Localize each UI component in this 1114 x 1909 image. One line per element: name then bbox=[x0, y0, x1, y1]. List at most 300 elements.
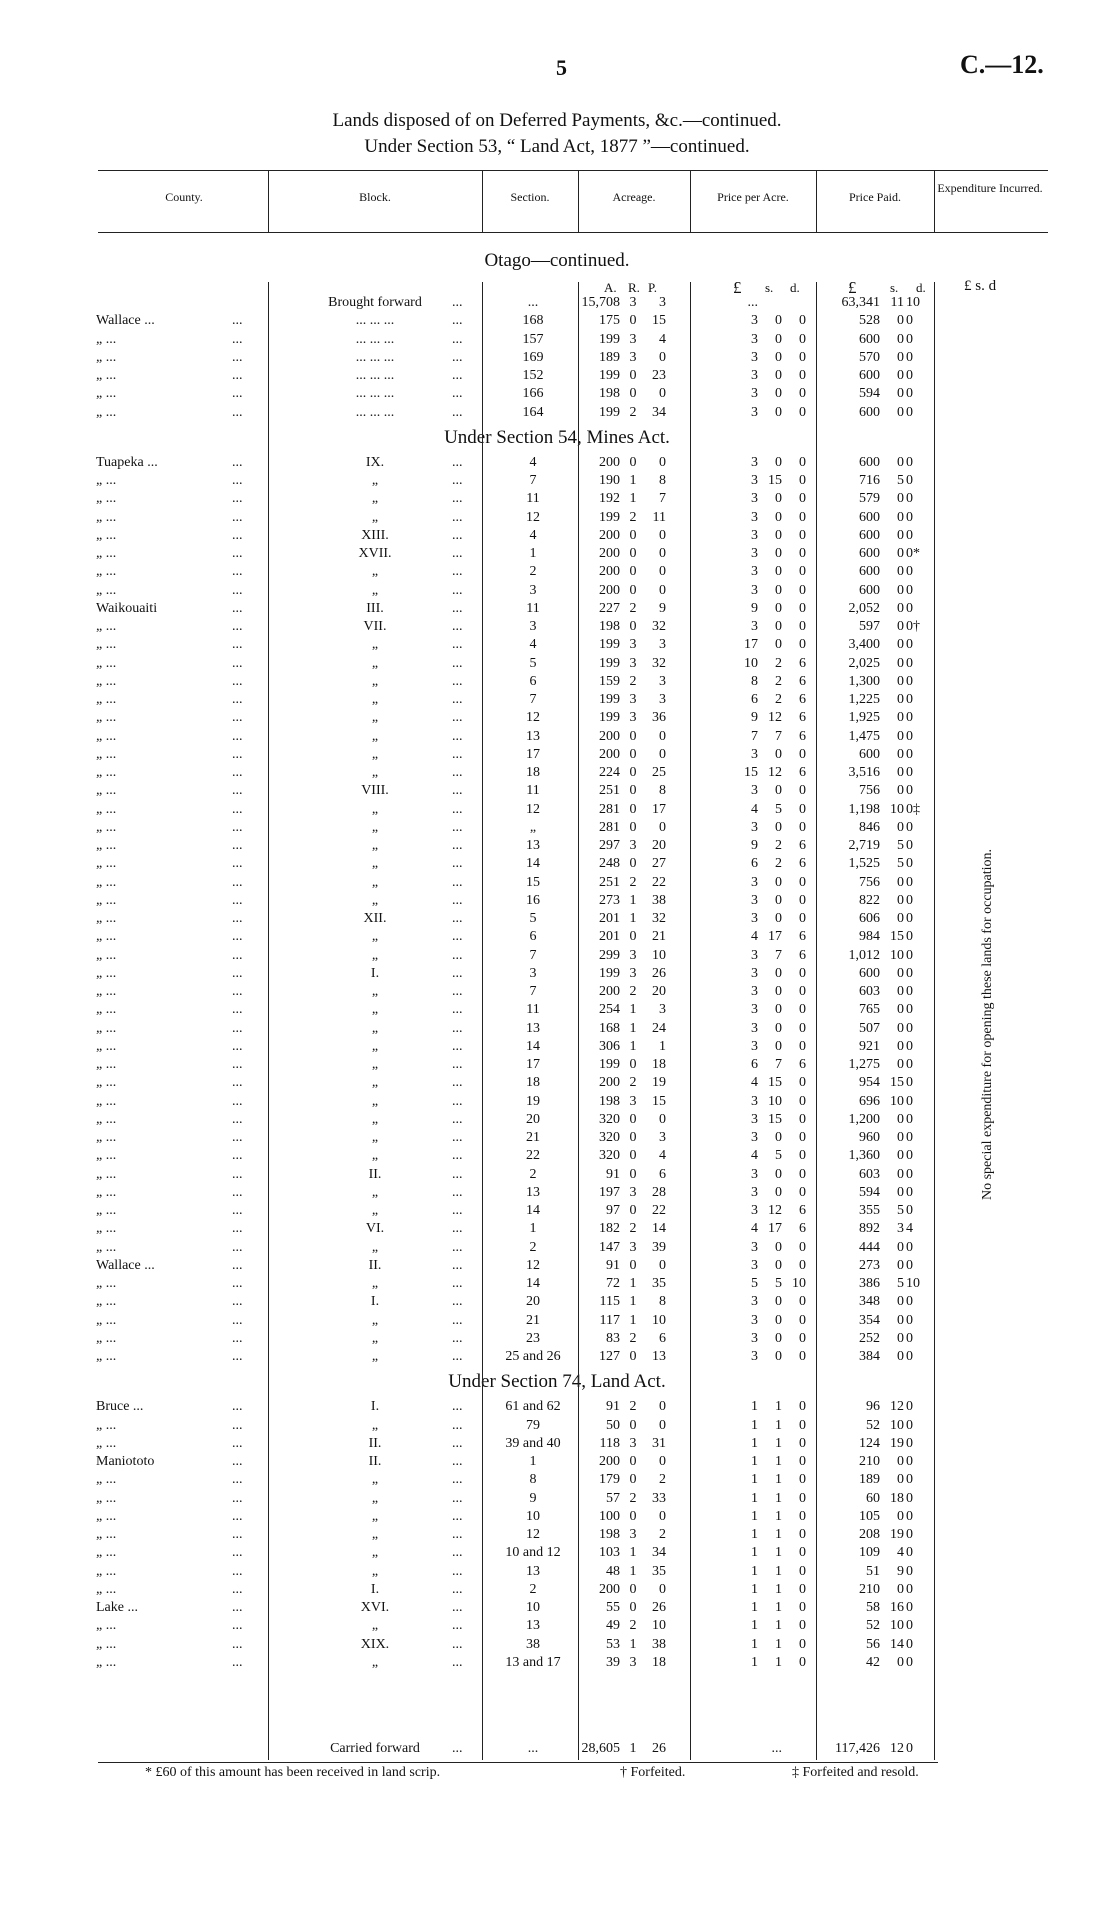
header-block: Block. bbox=[359, 190, 391, 204]
paid-pence-cell: 0 bbox=[906, 331, 913, 347]
acres-cell: 197 bbox=[599, 1184, 620, 1200]
price-shillings-cell: 2 bbox=[775, 673, 782, 689]
county-cell: „ ... bbox=[96, 1312, 117, 1328]
leader-dots: ... bbox=[452, 819, 463, 835]
paid-shillings-cell: 5 bbox=[897, 838, 904, 853]
acres-cell: 200 bbox=[599, 1075, 620, 1091]
leader-dots: ... bbox=[232, 1257, 243, 1273]
paid-shillings-cell: 0 bbox=[897, 564, 904, 580]
block-cell: VI. bbox=[365, 1221, 385, 1237]
price-pence-cell: 0 bbox=[799, 1545, 806, 1561]
price-pounds-cell: 3 bbox=[751, 619, 758, 634]
paid-pence-cell: 0 bbox=[906, 404, 913, 420]
unit-paid-shillings: s. bbox=[890, 280, 899, 295]
paid-shillings-cell: 0 bbox=[897, 710, 904, 726]
leader-dots: ... bbox=[452, 1075, 463, 1091]
column-rule bbox=[268, 170, 269, 232]
roods-cell: 3 bbox=[629, 1239, 637, 1255]
price-pence-cell: 0 bbox=[799, 1600, 806, 1615]
price-shillings-cell: 12 bbox=[768, 1203, 782, 1218]
paid-shillings-cell: 0 bbox=[897, 1472, 904, 1488]
block-cell: „ bbox=[371, 801, 379, 817]
paid-shillings-cell: 0 bbox=[897, 1349, 904, 1364]
county-cell: „ ... bbox=[96, 491, 117, 507]
paid-shillings-cell: 0 bbox=[897, 454, 904, 470]
leader-dots: ... bbox=[452, 1002, 463, 1018]
leader-dots: ... bbox=[232, 637, 243, 653]
leader-dots: ... bbox=[232, 1020, 243, 1036]
price-pence-cell: 0 bbox=[799, 1654, 806, 1670]
leader-dots: ... bbox=[232, 386, 243, 402]
paid-pence-cell: 0 bbox=[906, 349, 913, 365]
county-cell: „ ... bbox=[96, 509, 117, 525]
paid-pounds-cell: 1,225 bbox=[848, 692, 880, 707]
section-cell: 10 bbox=[526, 1600, 540, 1615]
section-cell: 152 bbox=[522, 368, 544, 383]
paid-shillings-cell: 3 bbox=[897, 1221, 904, 1237]
acres-cell: 182 bbox=[599, 1221, 620, 1237]
roods-cell: 3 bbox=[629, 655, 637, 671]
price-shillings-cell: 7 bbox=[775, 1057, 782, 1072]
header-section: Section. bbox=[510, 190, 550, 204]
section-cell: 13 bbox=[526, 1618, 540, 1634]
leader-dots: ... bbox=[232, 546, 243, 561]
leader-dots: ... bbox=[452, 1654, 463, 1670]
price-pounds-cell: 3 bbox=[751, 1349, 758, 1364]
acres-cell: 254 bbox=[599, 1002, 620, 1018]
section-cell: 11 bbox=[526, 1002, 540, 1018]
county-cell: „ ... bbox=[96, 1276, 117, 1291]
paid-pence-cell: 0 bbox=[906, 1166, 913, 1182]
price-pence-cell: 0 bbox=[799, 1312, 806, 1328]
section-cell: 61 and 62 bbox=[505, 1399, 561, 1415]
column-rule bbox=[578, 282, 579, 1760]
paid-shillings-cell: 0 bbox=[897, 1130, 904, 1145]
county-cell: „ ... bbox=[96, 582, 117, 598]
paid-pounds-cell: 109 bbox=[859, 1545, 880, 1561]
price-pounds-cell: 3 bbox=[751, 965, 758, 981]
county-cell: „ ... bbox=[96, 1203, 117, 1218]
roods-cell: 0 bbox=[629, 1111, 637, 1127]
column-rule bbox=[482, 282, 483, 1760]
county-cell: „ ... bbox=[96, 473, 117, 488]
group-heading: Under Section 74, Land Act. bbox=[448, 1371, 666, 1393]
block-cell: „ bbox=[371, 929, 379, 945]
table-row bbox=[0, 601, 1114, 619]
section-cell: 13 bbox=[526, 838, 540, 853]
paid-pence-cell: 0 bbox=[906, 509, 913, 525]
county-cell: „ ... bbox=[96, 1527, 117, 1542]
price-shillings-cell: 1 bbox=[775, 1417, 782, 1433]
paid-pounds-cell: 600 bbox=[859, 368, 880, 383]
block-cell: I. bbox=[370, 1581, 380, 1597]
table-row bbox=[0, 1094, 1114, 1112]
county-cell: Wallace ... bbox=[96, 313, 155, 329]
roods-cell: 3 bbox=[629, 1184, 637, 1200]
paid-pence-cell: 0 bbox=[906, 673, 913, 689]
paid-shillings-cell: 0 bbox=[897, 874, 904, 890]
acres-cell: 199 bbox=[599, 509, 620, 525]
paid-pence-cell: 0 bbox=[906, 1349, 913, 1364]
price-pence-cell: 6 bbox=[799, 1221, 806, 1237]
price-pence-cell: 6 bbox=[799, 947, 806, 963]
leader-dots: ... bbox=[232, 801, 243, 817]
paid-pounds-cell: 51 bbox=[866, 1563, 880, 1579]
paid-pence-cell: 0 bbox=[906, 1093, 913, 1109]
paid-pence-cell: 0 bbox=[906, 765, 913, 780]
paid-pounds-cell: 208 bbox=[859, 1527, 880, 1542]
price-pounds-cell: 3 bbox=[751, 746, 758, 762]
leader-dots: ... bbox=[452, 619, 463, 634]
header-price-paid: Price Paid. bbox=[849, 190, 901, 204]
price-shillings-cell: 0 bbox=[775, 582, 782, 598]
price-pence-cell: 0 bbox=[799, 1257, 806, 1273]
page-subtitle: Under Section 53, “ Land Act, 1877 ”—continued. bbox=[364, 136, 750, 157]
perches-cell: 19 bbox=[652, 1075, 666, 1091]
price-shillings-cell: 5 bbox=[775, 801, 782, 817]
price-pounds-cell: 3 bbox=[751, 509, 758, 525]
price-pounds-cell: 7 bbox=[751, 728, 758, 744]
price-pounds-cell: 3 bbox=[751, 1093, 758, 1109]
price-pence-cell: 0 bbox=[799, 1636, 806, 1652]
leader-dots: ... bbox=[232, 368, 243, 383]
table-row bbox=[0, 1203, 1114, 1221]
price-shillings-cell: 1 bbox=[775, 1600, 782, 1615]
price-shillings-cell: 1 bbox=[775, 1435, 782, 1451]
perches-cell: 35 bbox=[652, 1563, 666, 1579]
leader-dots: ... bbox=[232, 1581, 243, 1597]
table-row bbox=[0, 1655, 1114, 1673]
paid-pence-cell: 0 bbox=[906, 1294, 913, 1310]
leader-dots: ... bbox=[232, 1545, 243, 1561]
county-cell: „ ... bbox=[96, 1472, 117, 1488]
price-shillings-cell: 12 bbox=[768, 710, 782, 726]
roods-cell: 2 bbox=[629, 404, 637, 420]
leader-dots: ... bbox=[452, 965, 463, 981]
leader-dots: ... bbox=[232, 1330, 243, 1346]
price-pence-cell: 0 bbox=[799, 473, 806, 488]
leader-dots: ... bbox=[232, 1454, 243, 1469]
acres-cell: 115 bbox=[599, 1294, 620, 1310]
block-cell: „ bbox=[371, 1417, 379, 1433]
price-pounds-cell: 3 bbox=[751, 1020, 758, 1036]
table-row bbox=[0, 1185, 1114, 1203]
paid-pounds-cell: 600 bbox=[859, 582, 880, 598]
roods-cell: 0 bbox=[629, 1166, 637, 1182]
paid-pence-cell: 0 bbox=[906, 965, 913, 981]
paid-pence-cell: 0 bbox=[906, 838, 913, 853]
table-row bbox=[0, 455, 1114, 473]
perches-cell: 2 bbox=[659, 1527, 666, 1542]
acres-cell: 199 bbox=[599, 965, 620, 981]
perches-cell: 0 bbox=[659, 527, 666, 543]
paid-pence-cell: 0 bbox=[906, 313, 913, 329]
section-cell: 17 bbox=[526, 746, 540, 762]
paid-pence-cell: 0 bbox=[906, 856, 913, 872]
price-pounds-cell: 6 bbox=[751, 856, 758, 872]
unit-pence: d. bbox=[790, 280, 800, 295]
acres-cell: 200 bbox=[599, 527, 620, 543]
price-shillings-cell: 5 bbox=[775, 1148, 782, 1164]
price-pence-cell: 0 bbox=[799, 1618, 806, 1634]
paid-pounds-cell: 96 bbox=[866, 1399, 880, 1415]
paid-shillings-cell: 11 bbox=[890, 295, 904, 310]
section-cell: 5 bbox=[529, 655, 537, 671]
leader-dots: ... bbox=[452, 856, 463, 872]
price-pounds-cell: 3 bbox=[751, 527, 758, 543]
roods-cell: 3 bbox=[629, 710, 637, 726]
group-heading: Under Section 54, Mines Act. bbox=[444, 426, 670, 448]
block-cell: „ bbox=[371, 692, 379, 707]
table-row bbox=[0, 838, 1114, 856]
acres-cell: 50 bbox=[606, 1417, 620, 1433]
roods-cell: 3 bbox=[629, 1654, 637, 1670]
section-cell: 7 bbox=[529, 947, 537, 963]
price-pence-cell: 0 bbox=[799, 619, 806, 634]
carried-forward-pence: 0 bbox=[906, 1741, 913, 1756]
leader-dots: ... bbox=[452, 1636, 463, 1652]
acres-cell: 297 bbox=[599, 838, 620, 853]
leader-dots: ... bbox=[452, 1490, 463, 1506]
table-row bbox=[0, 747, 1114, 765]
roods-cell: 1 bbox=[629, 1276, 637, 1291]
paid-pounds-cell: 597 bbox=[859, 619, 880, 634]
table-row bbox=[0, 875, 1114, 893]
price-pounds-cell: 1 bbox=[751, 1654, 758, 1670]
price-shillings-cell: 0 bbox=[775, 368, 782, 383]
leader-dots: ... bbox=[232, 1417, 243, 1433]
leader-dots: ... bbox=[452, 386, 463, 402]
leader-dots: ... bbox=[232, 856, 243, 872]
paid-pence-cell: 0 bbox=[906, 929, 913, 945]
roods-cell: 2 bbox=[629, 600, 637, 616]
carried-forward-dots: ... bbox=[452, 1741, 463, 1756]
leader-dots: ... bbox=[232, 692, 243, 707]
price-pounds-cell: 4 bbox=[751, 1075, 758, 1091]
block-cell: „ bbox=[371, 473, 379, 488]
price-shillings-cell: 0 bbox=[775, 454, 782, 470]
leader-dots: ... bbox=[452, 527, 463, 543]
table-row bbox=[0, 637, 1114, 655]
county-cell: „ ... bbox=[96, 1184, 117, 1200]
leader-dots: ... bbox=[232, 673, 243, 689]
county-cell: „ ... bbox=[96, 746, 117, 762]
paid-pence-cell: 0 bbox=[906, 1545, 913, 1561]
table-row bbox=[0, 1258, 1114, 1276]
section-cell: 8 bbox=[529, 1472, 537, 1488]
leader-dots: ... bbox=[452, 838, 463, 853]
unit-perches: P. bbox=[648, 280, 658, 295]
carried-forward-row bbox=[0, 1741, 1114, 1759]
block-cell: „ bbox=[371, 1508, 379, 1524]
perches-cell: 3 bbox=[659, 1130, 666, 1145]
paid-pounds-cell: 2,719 bbox=[848, 838, 880, 853]
price-shillings-cell: 1 bbox=[775, 1399, 782, 1415]
block-cell: XIII. bbox=[361, 527, 389, 543]
paid-pence-cell: 0‡ bbox=[906, 801, 920, 817]
price-pence-cell: 0 bbox=[799, 564, 806, 580]
paid-pence-cell: 0† bbox=[906, 619, 920, 634]
perches-cell: 10 bbox=[652, 947, 666, 963]
paid-shillings-cell: 0 bbox=[897, 1312, 904, 1328]
leader-dots: ... bbox=[232, 1472, 243, 1488]
paid-pence-cell: 0 bbox=[906, 491, 913, 507]
perches-cell: 3 bbox=[659, 673, 666, 689]
county-cell: „ ... bbox=[96, 1349, 117, 1364]
leader-dots: ... bbox=[452, 710, 463, 726]
unit-shillings: s. bbox=[765, 280, 774, 295]
paid-shillings-cell: 0 bbox=[897, 527, 904, 543]
leader-dots: ... bbox=[452, 331, 463, 347]
acres-cell: 72 bbox=[606, 1276, 620, 1291]
county-cell: „ ... bbox=[96, 349, 117, 365]
roods-cell: 2 bbox=[629, 1490, 637, 1506]
leader-dots: ... bbox=[232, 1038, 243, 1054]
carried-forward-shillings: 12 bbox=[890, 1741, 904, 1756]
leader-dots: ... bbox=[452, 1294, 463, 1310]
leader-dots: ... bbox=[232, 1563, 243, 1579]
acres-cell: 48 bbox=[606, 1563, 620, 1579]
table-row bbox=[0, 1564, 1114, 1582]
price-pounds-cell: 17 bbox=[744, 637, 758, 653]
price-pence-cell: 0 bbox=[799, 1075, 806, 1091]
county-cell: Wallace ... bbox=[96, 1257, 155, 1273]
price-pounds-cell: 3 bbox=[751, 473, 758, 488]
block-cell: ... ... ... bbox=[355, 313, 395, 329]
unit-roods: R. bbox=[628, 280, 640, 295]
block-cell: „ bbox=[371, 1020, 379, 1036]
acres-cell: 199 bbox=[599, 368, 620, 383]
block-cell: „ bbox=[371, 1184, 379, 1200]
leader-dots: ... bbox=[452, 1472, 463, 1488]
price-pence-cell: 0 bbox=[799, 1184, 806, 1200]
acres-cell: 201 bbox=[599, 911, 620, 926]
price-pence-cell: 6 bbox=[799, 929, 806, 945]
price-shillings-cell: 0 bbox=[775, 546, 782, 561]
perches-cell: 0 bbox=[659, 582, 666, 598]
paid-pence-cell: 0 bbox=[906, 984, 913, 999]
roods-cell: 3 bbox=[629, 1527, 637, 1542]
leader-dots: ... bbox=[452, 1093, 463, 1109]
paid-pounds-cell: 355 bbox=[859, 1203, 880, 1218]
block-cell: „ bbox=[371, 1002, 379, 1018]
price-pounds-cell: 3 bbox=[751, 1130, 758, 1145]
county-cell: „ ... bbox=[96, 783, 117, 799]
price-pounds-cell: 3 bbox=[751, 911, 758, 926]
price-pence-cell: 0 bbox=[799, 1435, 806, 1451]
price-pounds-cell: 3 bbox=[751, 1312, 758, 1328]
unit-pounds: £ bbox=[733, 278, 742, 297]
leader-dots: ... bbox=[232, 1166, 243, 1182]
roods-cell: 1 bbox=[629, 1312, 637, 1328]
section-cell: 11 bbox=[526, 783, 540, 799]
paid-pounds-cell: 60 bbox=[866, 1490, 880, 1506]
paid-shillings-cell: 10 bbox=[890, 1417, 904, 1433]
price-pence-cell: 6 bbox=[799, 1203, 806, 1218]
paid-pence-cell: 0 bbox=[906, 1490, 913, 1506]
roods-cell: 0 bbox=[629, 1454, 637, 1469]
paid-shillings-cell: 15 bbox=[890, 1075, 904, 1091]
perches-cell: 6 bbox=[659, 1330, 666, 1346]
price-pence-cell: 0 bbox=[799, 911, 806, 926]
price-shillings-cell: 0 bbox=[775, 1184, 782, 1200]
price-pounds-cell: 5 bbox=[751, 1276, 758, 1291]
leader-dots: ... bbox=[452, 1330, 463, 1346]
block-cell: „ bbox=[371, 1057, 379, 1072]
paid-pence-cell: 0 bbox=[906, 655, 913, 671]
block-cell: ... ... ... bbox=[355, 331, 395, 347]
acres-cell: 192 bbox=[599, 491, 620, 507]
section-cell: 3 bbox=[529, 582, 537, 598]
document-reference: C.—12. bbox=[960, 50, 1044, 79]
acres-cell: 200 bbox=[599, 1454, 620, 1469]
table-row bbox=[0, 966, 1114, 984]
price-pence-cell: 0 bbox=[799, 1527, 806, 1542]
roods-cell: 0 bbox=[629, 546, 637, 561]
unit-acres: A. bbox=[604, 280, 617, 295]
block-cell: „ bbox=[371, 655, 379, 671]
leader-dots: ... bbox=[232, 473, 243, 488]
carried-forward-acres: 28,605 bbox=[581, 1741, 620, 1756]
table-row bbox=[0, 295, 1114, 313]
price-pounds-cell: 15 bbox=[744, 765, 758, 780]
paid-pounds-cell: 594 bbox=[859, 1184, 880, 1200]
price-shillings-cell: 0 bbox=[775, 1349, 782, 1364]
leader-dots: ... bbox=[452, 600, 463, 616]
paid-pence-cell: 0 bbox=[906, 1581, 913, 1597]
section-cell: 15 bbox=[526, 874, 540, 890]
price-shillings-cell: 1 bbox=[775, 1618, 782, 1634]
leader-dots: ... bbox=[452, 637, 463, 653]
paid-pence-cell: 0 bbox=[906, 1002, 913, 1018]
paid-pence-cell: 0 bbox=[906, 819, 913, 835]
price-pence-cell: 0 bbox=[799, 1038, 806, 1054]
roods-cell: 1 bbox=[629, 1545, 637, 1561]
paid-pence-cell: 0 bbox=[906, 1454, 913, 1469]
leader-dots: ... bbox=[232, 404, 243, 420]
perches-cell: 4 bbox=[659, 1148, 666, 1164]
paid-shillings-cell: 0 bbox=[897, 1581, 904, 1597]
acres-cell: 200 bbox=[599, 582, 620, 598]
price-pence-cell: 6 bbox=[799, 765, 806, 780]
leader-dots: ... bbox=[232, 1130, 243, 1145]
perches-cell: 35 bbox=[652, 1276, 666, 1291]
price-pounds-cell: 4 bbox=[751, 801, 758, 817]
leader-dots: ... bbox=[452, 1166, 463, 1182]
paid-shillings-cell: 0 bbox=[897, 1020, 904, 1036]
county-cell: „ ... bbox=[96, 1075, 117, 1091]
table-row bbox=[0, 893, 1114, 911]
county-cell: „ ... bbox=[96, 692, 117, 707]
acres-cell: 200 bbox=[599, 546, 620, 561]
leader-dots: ... bbox=[232, 838, 243, 853]
block-cell: „ bbox=[371, 765, 379, 780]
county-cell: „ ... bbox=[96, 1002, 117, 1018]
roods-cell: 1 bbox=[629, 892, 637, 908]
section-cell: 10 bbox=[526, 1508, 540, 1524]
price-pounds-cell: 3 bbox=[751, 582, 758, 598]
leader-dots: ... bbox=[232, 619, 243, 634]
table-row bbox=[0, 1313, 1114, 1331]
price-pounds-cell: 1 bbox=[751, 1581, 758, 1597]
leader-dots: ... bbox=[452, 746, 463, 762]
county-cell: „ ... bbox=[96, 1636, 117, 1652]
perches-cell: 0 bbox=[659, 564, 666, 580]
table-row bbox=[0, 491, 1114, 509]
acres-cell: 117 bbox=[599, 1312, 620, 1328]
page-title: Lands disposed of on Deferred Payments, &c.—continued. bbox=[332, 110, 782, 131]
price-pounds-cell: 3 bbox=[751, 1184, 758, 1200]
